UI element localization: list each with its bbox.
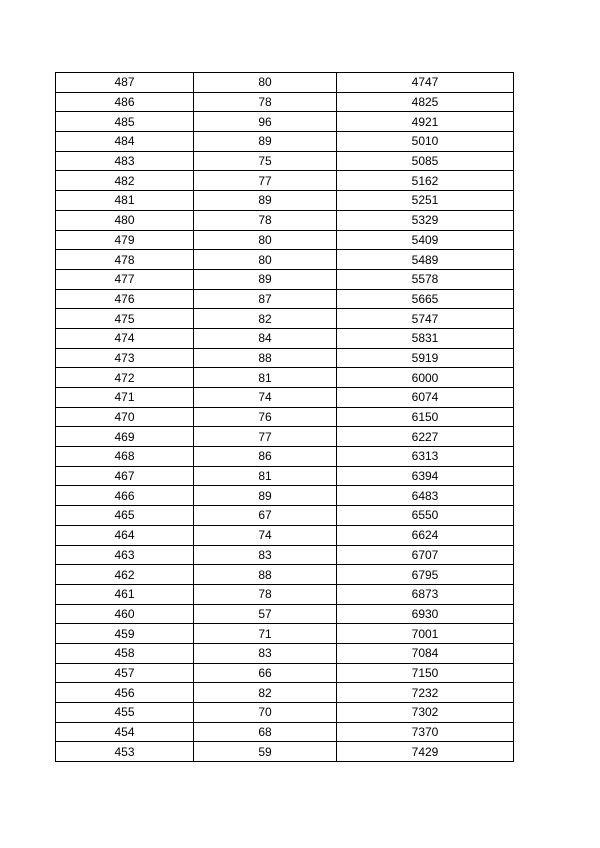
table-row bbox=[56, 624, 514, 644]
table-cell: 5919 bbox=[337, 348, 514, 368]
table-cell: 7084 bbox=[337, 643, 514, 663]
table-row bbox=[56, 584, 514, 604]
table-row bbox=[56, 722, 514, 742]
table-cell: 473 bbox=[56, 348, 194, 368]
table-cell: 5489 bbox=[337, 250, 514, 270]
table-cell: 469 bbox=[56, 427, 194, 447]
table-row bbox=[56, 565, 514, 585]
table-row bbox=[56, 486, 514, 506]
table-cell: 5329 bbox=[337, 210, 514, 230]
table-cell: 481 bbox=[56, 191, 194, 211]
table-cell: 476 bbox=[56, 289, 194, 309]
table-cell: 70 bbox=[194, 703, 337, 723]
table-cell: 66 bbox=[194, 663, 337, 683]
table-cell: 6624 bbox=[337, 525, 514, 545]
table-cell: 82 bbox=[194, 309, 337, 329]
table-cell: 4825 bbox=[337, 92, 514, 112]
table-row bbox=[56, 210, 514, 230]
data-table bbox=[55, 72, 514, 762]
table-cell: 7302 bbox=[337, 703, 514, 723]
table-row bbox=[56, 388, 514, 408]
table-cell: 6313 bbox=[337, 447, 514, 467]
table-cell: 4747 bbox=[337, 73, 514, 93]
table-cell: 57 bbox=[194, 604, 337, 624]
table-cell: 77 bbox=[194, 171, 337, 191]
table-cell: 486 bbox=[56, 92, 194, 112]
table-cell: 83 bbox=[194, 545, 337, 565]
table-cell: 454 bbox=[56, 722, 194, 742]
table-row bbox=[56, 407, 514, 427]
table-row bbox=[56, 151, 514, 171]
table-cell: 5831 bbox=[337, 328, 514, 348]
table-cell: 88 bbox=[194, 565, 337, 585]
table-cell: 80 bbox=[194, 73, 337, 93]
table-row bbox=[56, 269, 514, 289]
table-cell: 5162 bbox=[337, 171, 514, 191]
table-body bbox=[56, 73, 514, 762]
table-row bbox=[56, 230, 514, 250]
table-cell: 484 bbox=[56, 132, 194, 152]
table-cell: 6930 bbox=[337, 604, 514, 624]
table-cell: 457 bbox=[56, 663, 194, 683]
table-cell: 4921 bbox=[337, 112, 514, 132]
table-cell: 467 bbox=[56, 466, 194, 486]
table-cell: 87 bbox=[194, 289, 337, 309]
table-cell: 5010 bbox=[337, 132, 514, 152]
table-cell: 6394 bbox=[337, 466, 514, 486]
table-cell: 453 bbox=[56, 742, 194, 762]
table-cell: 89 bbox=[194, 269, 337, 289]
table-cell: 487 bbox=[56, 73, 194, 93]
table-row bbox=[56, 683, 514, 703]
table-cell: 59 bbox=[194, 742, 337, 762]
table-cell: 83 bbox=[194, 643, 337, 663]
table-cell: 461 bbox=[56, 584, 194, 604]
table-row bbox=[56, 545, 514, 565]
table-cell: 74 bbox=[194, 388, 337, 408]
table-row bbox=[56, 112, 514, 132]
table-cell: 6074 bbox=[337, 388, 514, 408]
table-cell: 74 bbox=[194, 525, 337, 545]
table-cell: 78 bbox=[194, 584, 337, 604]
table-row bbox=[56, 643, 514, 663]
table-cell: 6707 bbox=[337, 545, 514, 565]
table-cell: 459 bbox=[56, 624, 194, 644]
table-cell: 460 bbox=[56, 604, 194, 624]
table-row bbox=[56, 132, 514, 152]
table-cell: 6873 bbox=[337, 584, 514, 604]
table-cell: 6227 bbox=[337, 427, 514, 447]
table-cell: 6795 bbox=[337, 565, 514, 585]
table-row bbox=[56, 348, 514, 368]
table-cell: 5578 bbox=[337, 269, 514, 289]
table-cell: 5085 bbox=[337, 151, 514, 171]
table-cell: 89 bbox=[194, 486, 337, 506]
table-cell: 7232 bbox=[337, 683, 514, 703]
table-cell: 468 bbox=[56, 447, 194, 467]
table-row bbox=[56, 663, 514, 683]
table-row bbox=[56, 289, 514, 309]
table-row bbox=[56, 506, 514, 526]
table-row bbox=[56, 525, 514, 545]
table-cell: 78 bbox=[194, 92, 337, 112]
table-cell: 477 bbox=[56, 269, 194, 289]
table-cell: 7370 bbox=[337, 722, 514, 742]
table-cell: 75 bbox=[194, 151, 337, 171]
table-row bbox=[56, 250, 514, 270]
table-cell: 7429 bbox=[337, 742, 514, 762]
table-cell: 77 bbox=[194, 427, 337, 447]
table-cell: 6483 bbox=[337, 486, 514, 506]
table-cell: 88 bbox=[194, 348, 337, 368]
table-cell: 80 bbox=[194, 250, 337, 270]
table-cell: 483 bbox=[56, 151, 194, 171]
table-cell: 84 bbox=[194, 328, 337, 348]
table-row bbox=[56, 73, 514, 93]
table-row bbox=[56, 368, 514, 388]
table-cell: 89 bbox=[194, 191, 337, 211]
table-cell: 463 bbox=[56, 545, 194, 565]
table-row bbox=[56, 742, 514, 762]
table-cell: 479 bbox=[56, 230, 194, 250]
table-cell: 480 bbox=[56, 210, 194, 230]
table-row bbox=[56, 171, 514, 191]
table-cell: 465 bbox=[56, 506, 194, 526]
table-cell: 81 bbox=[194, 368, 337, 388]
table-cell: 482 bbox=[56, 171, 194, 191]
table-cell: 86 bbox=[194, 447, 337, 467]
table-cell: 462 bbox=[56, 565, 194, 585]
table-cell: 5665 bbox=[337, 289, 514, 309]
table-row bbox=[56, 328, 514, 348]
table-cell: 6150 bbox=[337, 407, 514, 427]
table-cell: 82 bbox=[194, 683, 337, 703]
table-cell: 6000 bbox=[337, 368, 514, 388]
table-cell: 7150 bbox=[337, 663, 514, 683]
table-cell: 456 bbox=[56, 683, 194, 703]
table-cell: 81 bbox=[194, 466, 337, 486]
table-cell: 471 bbox=[56, 388, 194, 408]
table-cell: 71 bbox=[194, 624, 337, 644]
table-cell: 478 bbox=[56, 250, 194, 270]
table-row bbox=[56, 466, 514, 486]
table-cell: 464 bbox=[56, 525, 194, 545]
table-cell: 96 bbox=[194, 112, 337, 132]
table-cell: 5747 bbox=[337, 309, 514, 329]
table-cell: 455 bbox=[56, 703, 194, 723]
table-cell: 89 bbox=[194, 132, 337, 152]
table-cell: 67 bbox=[194, 506, 337, 526]
table-cell: 7001 bbox=[337, 624, 514, 644]
table-cell: 472 bbox=[56, 368, 194, 388]
table-cell: 5251 bbox=[337, 191, 514, 211]
table-cell: 485 bbox=[56, 112, 194, 132]
table-cell: 475 bbox=[56, 309, 194, 329]
table-cell: 474 bbox=[56, 328, 194, 348]
table-row bbox=[56, 447, 514, 467]
table-cell: 5409 bbox=[337, 230, 514, 250]
table-row bbox=[56, 604, 514, 624]
table-cell: 466 bbox=[56, 486, 194, 506]
table-row bbox=[56, 309, 514, 329]
table-row bbox=[56, 427, 514, 447]
table-cell: 68 bbox=[194, 722, 337, 742]
table-cell: 458 bbox=[56, 643, 194, 663]
table-cell: 76 bbox=[194, 407, 337, 427]
table-cell: 470 bbox=[56, 407, 194, 427]
table-cell: 78 bbox=[194, 210, 337, 230]
table-cell: 6550 bbox=[337, 506, 514, 526]
table-cell: 80 bbox=[194, 230, 337, 250]
table-row bbox=[56, 191, 514, 211]
table-row bbox=[56, 703, 514, 723]
table-row bbox=[56, 92, 514, 112]
